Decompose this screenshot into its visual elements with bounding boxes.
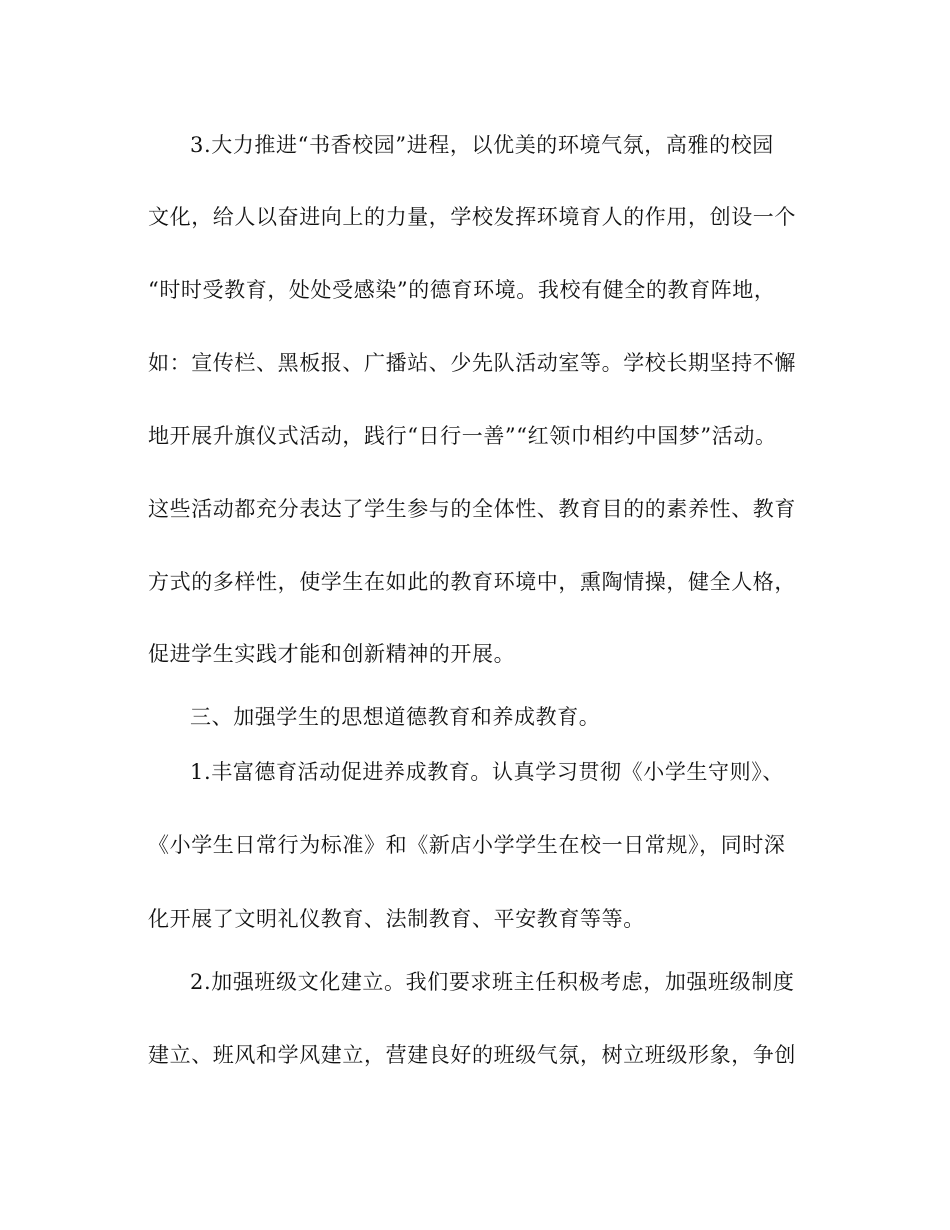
paragraph-line: 2.加强班级文化建立。我们要求班主任积极考虑，加强班级制度 xyxy=(190,970,795,994)
paragraph-line: 《小学生日常行为标准》和《新店小学学生在校一日常规》，同时深 xyxy=(148,833,786,857)
paragraph-line: “时时受教育，处处受感染”的德育环境。我校有健全的教育阵地， xyxy=(148,278,776,302)
paragraph-line: 促进学生实践才能和创新精神的开展。 xyxy=(148,642,516,666)
section-heading: 三、加强学生的思想道德教育和养成教育。 xyxy=(190,705,601,729)
paragraph-line: 文化，给人以奋进向上的力量，学校发挥环境育人的作用，创设一个 xyxy=(148,205,796,229)
paragraph-line: 建立、班风和学风建立，营建良好的班级气氛，树立班级形象，争创 xyxy=(148,1043,796,1067)
paragraph-line: 这些活动都充分表达了学生参与的全体性、教育目的的素养性、教育 xyxy=(148,497,796,521)
paragraph-line: 地开展升旗仪式活动，践行“日行一善”“红领巾相约中国梦”活动。 xyxy=(148,424,777,448)
paragraph-line: 3.大力推进“书香校园”进程，以优美的环境气氛，高雅的校园 xyxy=(190,133,774,157)
paragraph-line: 化开展了文明礼仪教育、法制教育、平安教育等等。 xyxy=(148,907,645,931)
paragraph-line: 1.丰富德育活动促进养成教育。认真学习贯彻《小学生守则》、 xyxy=(190,760,784,784)
paragraph-line: 如：宣传栏、黑板报、广播站、少先队活动室等。学校长期坚持不懈 xyxy=(148,351,796,375)
paragraph-line: 方式的多样性，使学生在如此的教育环境中，熏陶情操，健全人格， xyxy=(148,570,796,594)
